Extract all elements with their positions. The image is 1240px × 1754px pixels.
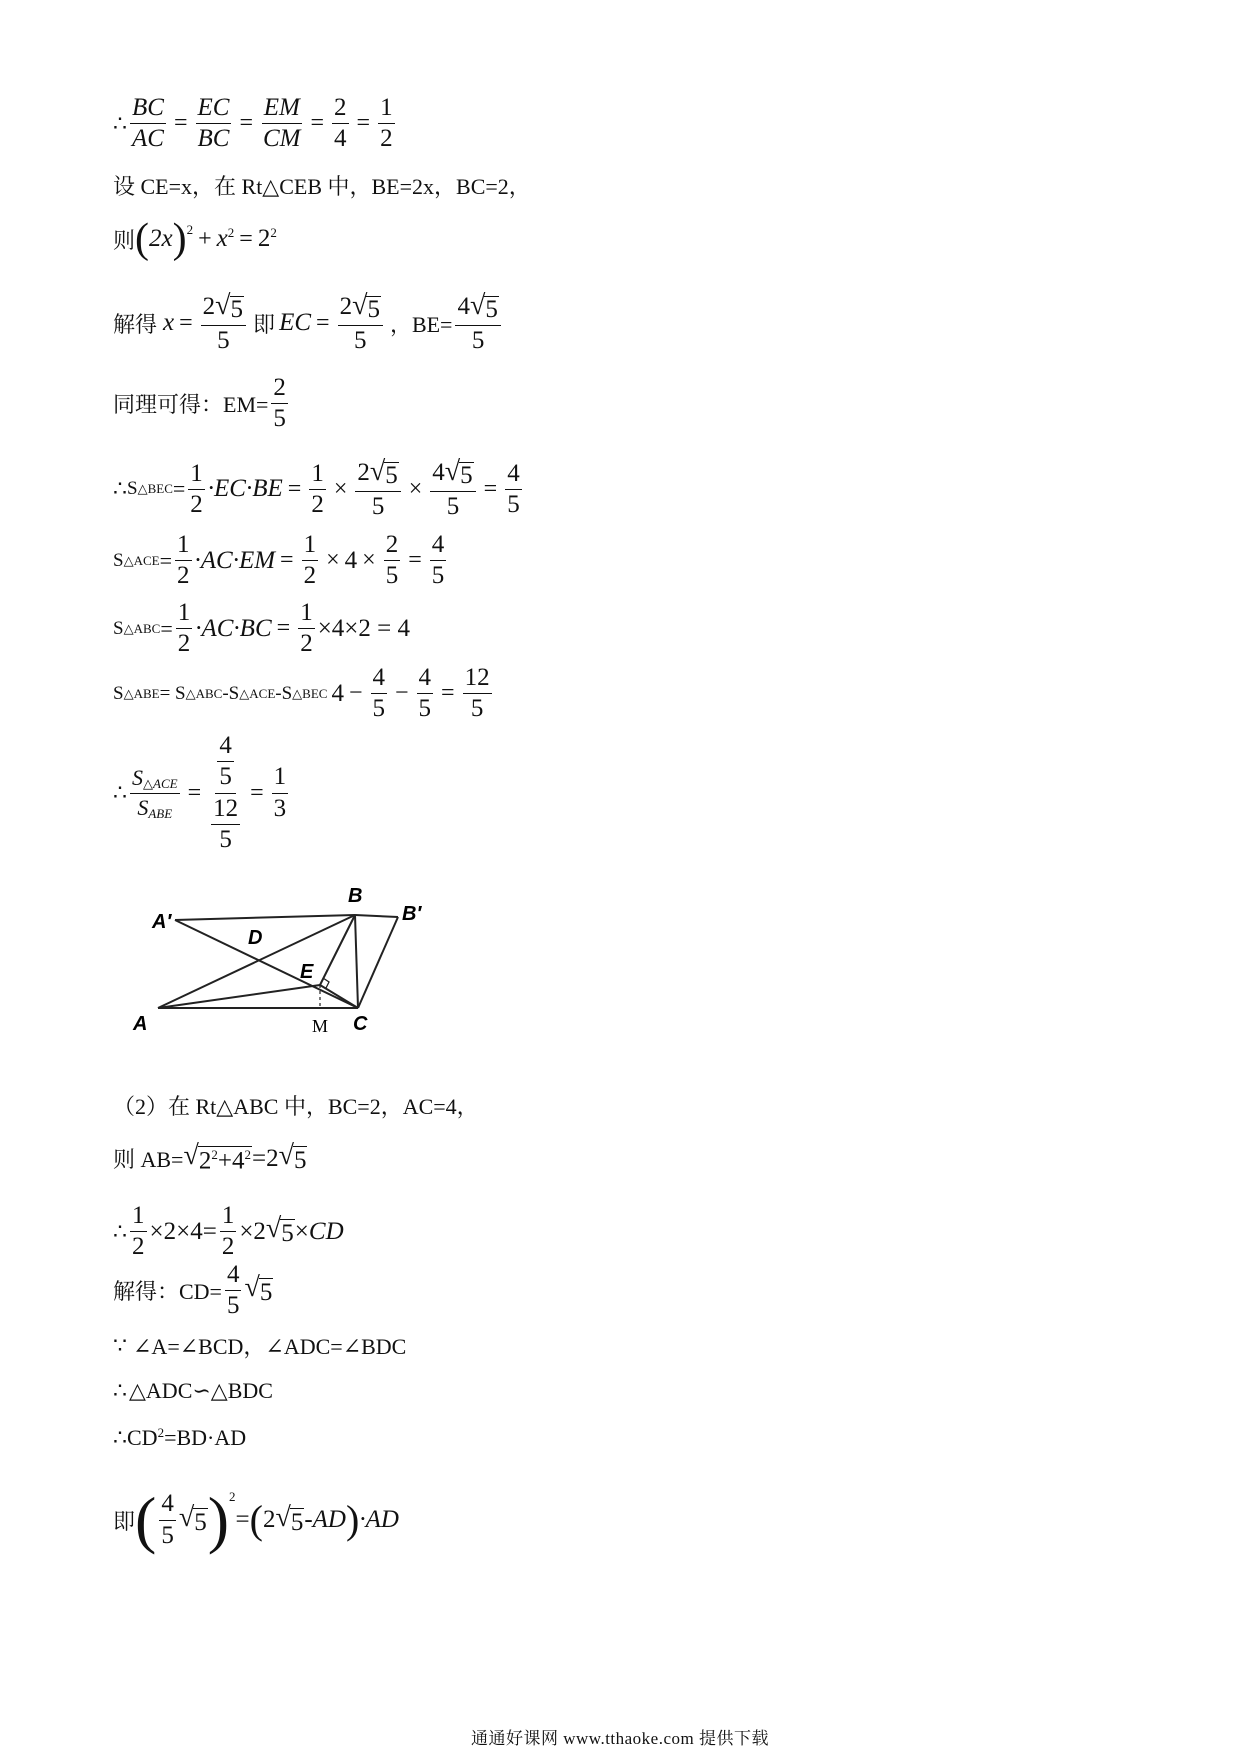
fraction: $\frac{2}{5}$ — [273, 374, 286, 433]
ratio-result-line: ∴ $\frac{S_{\triangle ACE}}{S_{ABE}}$ = $\frac{\frac{4}{5}}{\frac{12}{5}}$ = $\frac{1}{3}$ — [113, 732, 287, 853]
fraction: $\frac{1}{2}$ — [177, 599, 191, 658]
therefore-symbol: ∴ — [113, 110, 127, 136]
fraction: $\frac{2}{4}$ — [334, 94, 347, 153]
label-c: C — [353, 1013, 368, 1035]
cd-result-line: 解得：CD= $\frac{4}{5}$ √ 5 — [113, 1261, 273, 1320]
fraction: 2 √ 5 5 — [338, 292, 383, 355]
fraction: 4 √ 5 5 — [455, 292, 500, 355]
area-equation-line: ∴ $\frac{1}{2}$ ×2×4= $\frac{1}{2}$ ×2 √ 5 × CD — [113, 1202, 344, 1261]
fraction: 2 √ 5 5 — [355, 458, 400, 521]
area-abc-line: S △ABC = $\frac{1}{2}$ ·AC·BC = $\frac{1}{2}$ ×4×2 = 4 — [113, 599, 410, 658]
label-d: D — [248, 927, 263, 949]
fraction: 2 √ 5 5 — [201, 292, 246, 355]
fraction: $\frac{1}{2}$ — [177, 531, 190, 590]
footer: 通通好课网 www.tthaoke.com 提供下载 — [470, 1729, 770, 1748]
ab-line: 则 AB= √ $2^2+4^2$ =2 √ 5 — [113, 1140, 307, 1175]
fraction: $\frac{BC}{AC}$ — [132, 94, 164, 153]
em-line: 同理可得：EM= $\frac{2}{5}$ — [113, 374, 286, 433]
solve-x-line: 解得 x = 2 √ 5 5 即 EC = 2 √ 5 5 ，BE= 4 √ 5 5 — [113, 292, 504, 355]
label-b-prime: B′ — [402, 903, 422, 925]
label-b: B — [348, 885, 363, 907]
fraction: $\frac{12}{5}$ — [464, 664, 490, 723]
fraction: $\frac{1}{2}$ — [221, 1202, 235, 1261]
fraction: $\frac{4}{5}$ — [507, 459, 520, 518]
fraction: 4 √ 5 5 — [430, 458, 475, 521]
final-equation-line: 即 ( $\frac{4}{5}$ √ 5 ) $^2$ = ( 2 √ 5 -AD ) ·AD — [113, 1484, 399, 1555]
similar-triangles-line: ∴ △ADC∽△BDC — [113, 1378, 273, 1403]
label-a-prime: A′ — [152, 911, 172, 933]
fraction: $\frac{2}{5}$ — [385, 531, 399, 590]
area-bec-line: ∴ S △BEC = $\frac{1}{2}$ ·EC·BE = $\frac{1}{2}$ × 2 √ 5 5 × 4 √ 5 5 = $\frac{4}{5}$ — [113, 456, 520, 521]
area-abe-line: S △ABE = S △ABC -S △ACE -S △BEC 4 − $\frac{4}{5}$ − $\frac{4}{5}$ = $\frac{12}{5}$ — [113, 664, 490, 723]
pythagoras-line: 则 ( 2x ) $^2$ + x $^2$ = 2 $^2$ — [113, 216, 277, 262]
fraction: $\frac{4}{5}$ — [372, 664, 385, 723]
area-ace-line: S △ACE = $\frac{1}{2}$ ·AC·EM = $\frac{1}{2}$ × 4 × $\frac{2}{5}$ = $\frac{4}{5}$ — [113, 531, 445, 590]
part2-intro: （2）在 Rt△ABC 中，BC=2，AC=4， — [113, 1094, 479, 1119]
label-e: E — [300, 961, 314, 983]
ratio-line: ∴ $\frac{BC}{AC}$ = $\frac{EC}{BC}$ = $\frac{EM}{CM}$ = $\frac{2}{4}$ = $\frac{1}{2}$ — [113, 94, 393, 153]
fraction: $\frac{4}{5}$ — [161, 1490, 174, 1549]
fraction: $\frac{1}{2}$ — [311, 459, 324, 518]
fraction: $\frac{1}{2}$ — [380, 94, 393, 153]
fraction: $\frac{EC}{BC}$ — [197, 94, 230, 153]
fraction: $\frac{EM}{CM}$ — [263, 94, 301, 153]
fraction: $\frac{4}{5}$ — [226, 1261, 240, 1320]
fraction: $\frac{4}{5}$ — [431, 531, 445, 590]
fraction: $\frac{1}{2}$ — [300, 599, 313, 658]
fraction: $\frac{S_{\triangle ACE}}{S_{ABE}}$ — [132, 764, 178, 821]
fraction: $\frac{1}{2}$ — [132, 1202, 145, 1261]
fraction: $\frac{4}{5}$ — [418, 664, 432, 723]
fraction: $\frac{1}{3}$ — [273, 763, 287, 822]
label-a: A — [133, 1013, 148, 1035]
set-variable-line: 设 CE=x，在 Rt△CEB 中，BE=2x，BC=2， — [113, 174, 531, 199]
fraction: $\frac{1}{2}$ — [303, 531, 317, 590]
geometry-figure — [120, 870, 450, 1040]
compound-fraction: $\frac{\frac{4}{5}}{\frac{12}{5}}$ — [213, 732, 239, 853]
label-m: M — [312, 1016, 329, 1036]
angle-condition-line: ∵ ∠A=∠BCD，∠ADC=∠BDC — [113, 1332, 407, 1359]
cd-square-line: ∴ CD $^2$ =BD·AD — [113, 1425, 247, 1450]
fraction: $\frac{1}{2}$ — [190, 459, 203, 518]
